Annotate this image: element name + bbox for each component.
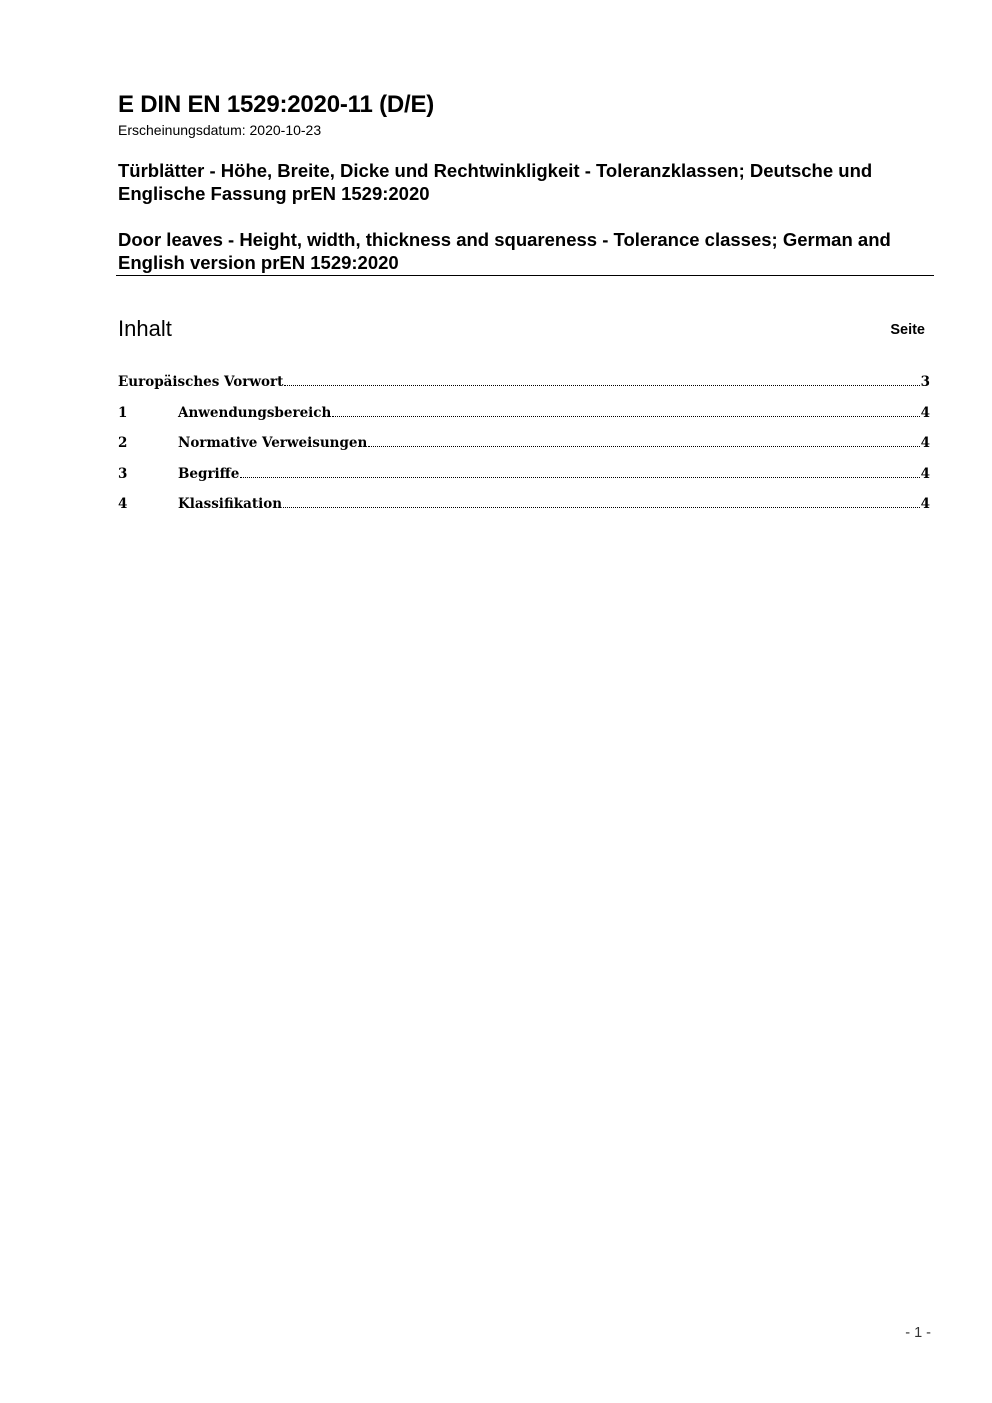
- toc-dot-leader: [284, 371, 919, 386]
- toc-entry-title: Anwendungsbereich: [178, 404, 332, 421]
- toc-entry-number: 2: [118, 435, 128, 451]
- toc-entry-terms[interactable]: [118, 463, 930, 494]
- toc-dot-leader: [332, 402, 919, 417]
- toc-entry-classification[interactable]: [118, 493, 930, 524]
- page-number: - 1 -: [905, 1325, 931, 1341]
- toc-entry-number: 1: [118, 404, 128, 421]
- toc-entry-scope[interactable]: [118, 402, 930, 433]
- toc-dot-leader: [283, 493, 920, 508]
- toc-entry-number: 4: [118, 496, 128, 512]
- publication-date: Erscheinungsdatum: 2020-10-23: [118, 122, 322, 138]
- toc-entry-title: Klassifikation: [178, 496, 283, 512]
- toc-entry-number: 3: [118, 465, 128, 482]
- toc-entry-normative-references[interactable]: [118, 432, 930, 463]
- header-divider: [116, 275, 934, 276]
- toc-entry-title: Begriffe: [178, 465, 240, 482]
- toc-dot-leader: [368, 432, 919, 447]
- toc-entry-page: 3: [920, 374, 930, 390]
- document-title-german: Türblätter - Höhe, Breite, Dicke und Rechtwinkligkeit - Toleranzklassen; Deutsche und Englische Fassung prEN 1529:2020: [118, 160, 873, 204]
- toc-dot-leader: [240, 463, 919, 478]
- table-of-contents: [118, 371, 930, 524]
- document-id: E DIN EN 1529:2020-11 (D/E): [118, 91, 435, 118]
- toc-entry-title: Normative Verweisungen: [178, 435, 368, 451]
- toc-page-column-label: Seite: [890, 322, 925, 338]
- toc-heading: Inhalt: [118, 316, 172, 341]
- toc-entry-title: Europäisches Vorwort: [118, 374, 284, 390]
- toc-entry-page: 4: [920, 496, 930, 512]
- toc-entry-page: 4: [920, 435, 930, 451]
- toc-entry-european-foreword[interactable]: [118, 371, 930, 402]
- toc-entry-page: 4: [920, 404, 930, 421]
- toc-entry-page: 4: [920, 465, 930, 482]
- document-title-english: Door leaves - Height, width, thickness and squareness - Tolerance classes; German and English version prEN 1529:2020: [118, 229, 891, 273]
